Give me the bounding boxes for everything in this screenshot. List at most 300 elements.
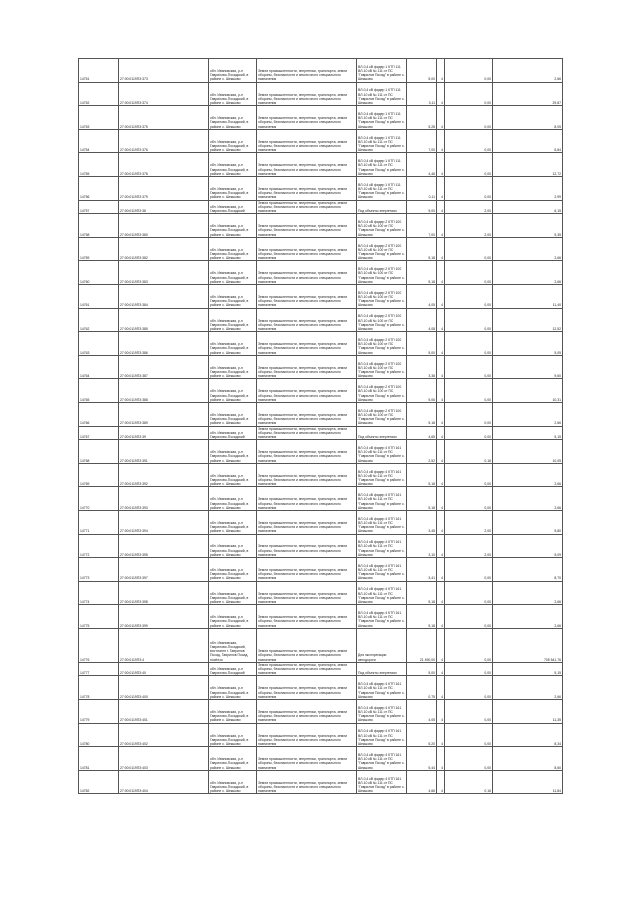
row-id-cell: 14755 [79,153,119,177]
address-cell: обл. Ивановская, р-н Гаврилово-Посадский, в районе с. Шекшово [209,106,257,130]
land-category-cell: Земли промышленности, энергетики, транспорта, земли обороны, безопасности и земли иного специального назначения [257,747,357,771]
cadastral-number-cell: 27:00:0119ПЗ:383 [119,261,209,285]
table-row [79,581,563,605]
coefficient-cell: 0,00 [445,176,493,200]
table-row [79,355,563,379]
coefficient-cell: 0,00 [445,355,493,379]
table-row [79,308,563,332]
permitted-use-cell: ВЛ-0,4 кВ фидер 2 КТП 100 ВЛ-10 кВ № 100 от ПС "Гаврилов Посад" в районе с. Шекшово [357,308,407,332]
table-row [79,59,563,83]
area-cell: 0,11 [407,176,437,200]
permitted-use-cell: Под объекты энергетики [357,662,407,676]
address-cell: обл. Ивановская, р-н Гаврилово-Посадский, в районе с. Шекшово [209,129,257,153]
unit-cell: 4 [437,510,445,534]
cadastral-number-cell: 27:00:0119ПЗ:39 [119,426,209,440]
land-category-cell: Земли промышленности, энергетики, транспорта, земли обороны, безопасности и земли иного специального назначения [257,82,357,106]
address-cell: обл. Ивановская, р-н Гаврилово-Посадский, в районе с. Шекшово [209,402,257,426]
row-id-cell: 14781 [79,747,119,771]
coefficient-cell: 0,00 [445,82,493,106]
row-id-cell: 14761 [79,284,119,308]
land-category-cell: Земли промышленности, энергетики, транспорта, земли обороны, безопасности и земли иного специального назначения [257,463,357,487]
land-category-cell: Земли промышленности, энергетики, транспорта, земли обороны, безопасности и земли иного специального назначения [257,581,357,605]
address-cell: обл. Ивановская, р-н Гаврилово-Посадский, в районе с. Шекшово [209,332,257,356]
land-category-cell: Земли промышленности, энергетики, транспорта, земли обороны, безопасности и земли иного специального назначения [257,308,357,332]
address-cell: обл. Ивановская, р-н Гаврилово-Посадский, в районе с. Шекшово [209,605,257,629]
table-row [79,628,563,662]
table-row [79,214,563,238]
row-id-cell: 14771 [79,510,119,534]
area-cell: 3,45 [407,510,437,534]
value-cell: 12,72 [493,153,563,177]
unit-cell: 4 [437,379,445,403]
coefficient-cell: 0,00 [445,261,493,285]
area-cell: 7,00 [407,214,437,238]
coefficient-cell: 0,00 [445,581,493,605]
address-cell: обл. Ивановская, р-н Гаврилово-Посадский, в районе с. Шекшово [209,379,257,403]
address-cell: обл. Ивановская, р-н Гаврилово-Посадский, в районе с. Шекшово [209,261,257,285]
value-cell: 11,84 [493,770,563,794]
land-category-cell: Земли промышленности, энергетики, транспорта, земли обороны, безопасности и земли иного специального назначения [257,676,357,700]
coefficient-cell: 0,16 [445,770,493,794]
row-id-cell: 14752 [79,82,119,106]
area-cell: 3,11 [407,82,437,106]
permitted-use-cell: ВЛ-0,4 кВ фидер 4 КТП 161 ВЛ-10 кВ № 111 от ПС "Гаврилов Посад" в районе с. Шекшово [357,770,407,794]
value-cell: 11,40 [493,284,563,308]
cadastral-number-cell: 27:00:0119ПЗ:400 [119,676,209,700]
coefficient-cell: 0,00 [445,106,493,130]
address-cell: обл. Ивановская, р-н Гаврилово-Посадский, в районе с. Шекшово [209,153,257,177]
permitted-use-cell: ВЛ-0,4 кВ фидер 4 КТП 161 ВЛ-10 кВ № 111 от ПС "Гаврилов Посад" в районе с. Шекшово [357,440,407,464]
land-category-cell: Земли промышленности, энергетики, транспорта, земли обороны, безопасности и земли иного специального назначения [257,510,357,534]
unit-cell: 4 [437,308,445,332]
value-cell: 8,70 [493,558,563,582]
permitted-use-cell: ВЛ-0,4 кВ фидер 1 КТП 111 ВЛ-10 кВ № 111 от ПС "Гаврилов Посад" в районе с. Шекшово [357,129,407,153]
land-category-cell: Земли промышленности, энергетики, транспорта, земли обороны, безопасности и земли иного специального назначения [257,487,357,511]
coefficient-cell: 0,00 [445,558,493,582]
address-cell: обл. Ивановская, р-н Гаврилово-Посадский, в районе с. Шекшово [209,463,257,487]
cadastral-number-cell: 27:00:0119ПЗ:398 [119,581,209,605]
row-id-cell: 14751 [79,59,119,83]
value-cell: 5,15 [493,426,563,440]
cadastral-number-cell: 27:00:0119ПЗ:389 [119,402,209,426]
row-id-cell: 14779 [79,700,119,724]
coefficient-cell: 0,00 [445,129,493,153]
land-category-cell: Земли промышленности, энергетики, транспорта, земли обороны, безопасности и земли иного специального назначения [257,284,357,308]
address-cell: обл. Ивановская, р-н Гаврилово-Посадский, в районе с. Шекшово [209,747,257,771]
address-cell: обл. Ивановская, р-н Гаврилово-Посадский, в районе с. Шекшово [209,770,257,794]
permitted-use-cell: ВЛ-0,4 кВ фидер 1 КТП 111 ВЛ-10 кВ № 111 от ПС "Гаврилов Посад" в районе с. Шекшово [357,153,407,177]
coefficient-cell: 2,00 [445,510,493,534]
row-id-cell: 14774 [79,581,119,605]
value-cell: 2,66 [493,237,563,261]
coefficient-cell: 0,00 [445,332,493,356]
cadastral-number-cell: 27:00:0119ПЗ:384 [119,284,209,308]
address-cell: обл. Ивановская, р-н Гаврилово-Посадский, в районе с. Шекшово [209,214,257,238]
cadastral-number-cell: 27:00:0119ПЗ:4 [119,628,209,662]
value-cell: 29,87 [493,82,563,106]
permitted-use-cell: ВЛ-0,4 кВ фидер 4 КТП 161 ВЛ-10 кВ № 111 от ПС "Гаврилов Посад" в районе с. Шекшово [357,723,407,747]
row-id-cell: 14759 [79,237,119,261]
permitted-use-cell: Под объекты энергетики [357,200,407,214]
value-cell: 2,66 [493,402,563,426]
table-row [79,605,563,629]
value-cell: 11,35 [493,700,563,724]
permitted-use-cell: ВЛ-0,4 кВ фидер 4 КТП 161 ВЛ-10 кВ № 111 от ПС "Гаврилов Посад" в районе с. Шекшово [357,747,407,771]
value-cell: 6,15 [493,200,563,214]
unit-cell: 4 [437,237,445,261]
unit-cell: 4 [437,426,445,440]
permitted-use-cell: ВЛ-0,4 кВ фидер 2 КТП 100 ВЛ-10 кВ № 100 от ПС "Гаврилов Посад" в районе с. Шекшово [357,355,407,379]
area-cell: 5,18 [407,402,437,426]
unit-cell: 4 [437,770,445,794]
cadastral-number-cell: 27:00:0119ПЗ:380 [119,214,209,238]
cadastral-number-cell: 27:00:0119ПЗ:393 [119,487,209,511]
table-row [79,440,563,464]
area-cell: 5,18 [407,237,437,261]
table-row [79,237,563,261]
value-cell: 5,35 [493,214,563,238]
address-cell: обл. Ивановская, р-н Гаврилово-Посадский, в районе с. Шекшово [209,237,257,261]
permitted-use-cell: ВЛ-0,4 кВ фидер 2 КТП 100 ВЛ-10 кВ № 100 от ПС "Гаврилов Посад" в районе с. Шекшово [357,402,407,426]
value-cell: 5,80 [493,510,563,534]
value-cell: 2,66 [493,676,563,700]
coefficient-cell: 0,00 [445,308,493,332]
table-row [79,747,563,771]
area-cell: 5,18 [407,581,437,605]
cadastral-number-cell: 27:00:0119ПЗ:387 [119,355,209,379]
value-cell: 5,05 [493,332,563,356]
land-category-cell: Земли промышленности, энергетики, транспорта, земли обороны, безопасности и земли иного специального назначения [257,723,357,747]
land-category-cell: Земли промышленности, энергетики, транспорта, земли обороны, безопасности и земли иного специального назначения [257,153,357,177]
table-row [79,510,563,534]
unit-cell: 4 [437,176,445,200]
permitted-use-cell: ВЛ-0,4 кВ фидер 4 КТП 161 ВЛ-10 кВ № 111 от ПС "Гаврилов Посад" в районе с. Шекшово [357,700,407,724]
area-cell: 21 490,00 [407,628,437,662]
address-cell: обл. Ивановская, р-н Гаврилово-Посадский, в районе с. Шекшово [209,59,257,83]
area-cell: 3,38 [407,355,437,379]
land-category-cell: Земли промышленности, энергетики, транспорта, земли обороны, безопасности и земли иного специального назначения [257,534,357,558]
row-id-cell: 14767 [79,426,119,440]
area-cell: 5,00 [407,662,437,676]
cadastral-number-cell: 27:00:0119ПЗ:394 [119,510,209,534]
area-cell: 4,66 [407,770,437,794]
table-row [79,700,563,724]
value-cell: 2,66 [493,463,563,487]
row-id-cell: 14770 [79,487,119,511]
area-cell: 5,00 [407,59,437,83]
unit-cell: 4 [437,581,445,605]
row-id-cell: 14775 [79,605,119,629]
row-id-cell: 14782 [79,770,119,794]
cadastral-number-cell: 27:00:0119ПЗ:378 [119,153,209,177]
coefficient-cell: 0,00 [445,700,493,724]
address-cell: обл. Ивановская, р-н Гаврилово-Посадский, в районе с. Шекшово [209,284,257,308]
area-cell: 4,08 [407,308,437,332]
unit-cell: 4 [437,82,445,106]
table-row [79,82,563,106]
table-row [79,176,563,200]
cadastral-number-cell: 27:00:0119ПЗ:402 [119,723,209,747]
coefficient-cell: 0,00 [445,59,493,83]
area-cell: 4,05 [407,284,437,308]
unit-cell: 4 [437,534,445,558]
unit-cell: 4 [437,129,445,153]
unit-cell: 4 [437,332,445,356]
permitted-use-cell: ВЛ-0,4 кВ фидер 4 КТП 161 ВЛ-10 кВ № 111 от ПС "Гаврилов Посад" в районе с. Шекшово [357,510,407,534]
land-category-cell: Земли промышленности, энергетики, транспорта, земли обороны, безопасности и земли иного специального назначения [257,426,357,440]
land-category-cell: Земли промышленности, энергетики, транспорта, земли обороны, безопасности и земли иного специального назначения [257,129,357,153]
table-row [79,487,563,511]
land-category-cell: Земли промышленности, энергетики, транспорта, земли обороны, безопасности и земли иного специального назначения [257,106,357,130]
address-cell: обл. Ивановская, р-н Гаврилово-Посадский, в районе с. Шекшово [209,676,257,700]
unit-cell: 4 [437,440,445,464]
coefficient-cell: 0,00 [445,662,493,676]
area-cell: 3,41 [407,558,437,582]
cadastral-number-cell: 27:00:0119ПЗ:401 [119,700,209,724]
land-category-cell: Земли промышленности, энергетики, транспорта, земли обороны, безопасности и земли иного специального назначения [257,558,357,582]
address-cell: обл. Ивановская, р-н Гаврилово-Посадский, в районе с. Шекшово [209,308,257,332]
unit-cell: 4 [437,723,445,747]
unit-cell: 4 [437,676,445,700]
land-category-cell: Земли промышленности, энергетики, транспорта, земли обороны, безопасности и земли иного специального назначения [257,379,357,403]
land-category-cell: Земли промышленности, энергетики, транспорта, земли обороны, безопасности и земли иного специального назначения [257,402,357,426]
cadastral-number-cell: 27:00:0119ПЗ:399 [119,605,209,629]
table-row [79,284,563,308]
cadastral-number-cell: 27:00:0119ПЗ:40 [119,662,209,676]
row-id-cell: 14757 [79,200,119,214]
address-cell: обл. Ивановская, р-н Гаврилово-Посадский, в районе с. Шекшово [209,355,257,379]
table-row [79,534,563,558]
table-row [79,426,563,440]
area-cell: 5,28 [407,106,437,130]
unit-cell: 4 [437,700,445,724]
coefficient-cell: 0,00 [445,237,493,261]
cadastral-number-cell: 27:00:0119ПЗ:385 [119,308,209,332]
value-cell: 2,66 [493,487,563,511]
cadastral-number-cell: 27:00:0119ПЗ:403 [119,747,209,771]
permitted-use-cell: Под объекты энергетики [357,426,407,440]
permitted-use-cell: ВЛ-0,4 кВ фидер 4 КТП 161 ВЛ-10 кВ № 111 от ПС "Гаврилов Посад" в районе с. Шекшово [357,581,407,605]
cadastral-number-cell: 27:00:0119ПЗ:391 [119,440,209,464]
land-category-cell: Земли промышленности, энергетики, транспорта, земли обороны, безопасности и земли иного специального назначения [257,176,357,200]
address-cell: обл. Ивановская, р-н Гаврилово-Посадский, в районе с. Шекшово [209,534,257,558]
address-cell: обл. Ивановская, р-н Гаврилово-Посадский, в районе с. Шекшово [209,700,257,724]
land-category-cell: Земли промышленности, энергетики, транспорта, земли обороны, безопасности и земли иного специального назначения [257,628,357,662]
value-cell: 2,66 [493,581,563,605]
permitted-use-cell: ВЛ-0,4 кВ фидер 2 КТП 100 ВЛ-10 кВ № 100 от ПС "Гаврилов Посад" в районе с. Шекшово [357,237,407,261]
value-cell: 2,66 [493,605,563,629]
cadastral-number-cell: 27:00:0119ПЗ:374 [119,82,209,106]
value-cell: 10,31 [493,379,563,403]
unit-cell: 4 [437,605,445,629]
area-cell: 5,20 [407,723,437,747]
unit-cell: 4 [437,200,445,214]
area-cell: 2,52 [407,440,437,464]
land-category-cell: Земли промышленности, энергетики, транспорта, земли обороны, безопасности и земли иного специального назначения [257,200,357,214]
area-cell: 5,44 [407,747,437,771]
address-cell: обл. Ивановская, Гаврилово-Посадский, восточнее г. Гаврилов Посад, Гаврилов Посад, посёлок [209,628,257,662]
table-row [79,129,563,153]
land-category-cell: Земли промышленности, энергетики, транспорта, земли обороны, безопасности и земли иного специального назначения [257,214,357,238]
row-id-cell: 14762 [79,308,119,332]
cadastral-number-cell: 27:00:0119ПЗ:373 [119,59,209,83]
land-category-cell: Земли промышленности, энергетики, транспорта, земли обороны, безопасности и земли иного специального назначения [257,605,357,629]
row-id-cell: 14754 [79,129,119,153]
value-cell: 12,52 [493,308,563,332]
unit-cell: 4 [437,59,445,83]
unit-cell: 4 [437,355,445,379]
row-id-cell: 14772 [79,534,119,558]
table-row [79,379,563,403]
unit-cell: 4 [437,284,445,308]
coefficient-cell: 0,00 [445,402,493,426]
row-id-cell: 14766 [79,402,119,426]
row-id-cell: 14764 [79,355,119,379]
permitted-use-cell: ВЛ-0,4 кВ фидер 2 КТП 100 ВЛ-10 кВ № 100 от ПС "Гаврилов Посад" в районе с. Шекшово [357,284,407,308]
address-cell: обл. Ивановская, р-н Гаврилово-Посадский [209,662,257,676]
address-cell: обл. Ивановская, р-н Гаврилово-Посадский, в районе с. Шекшово [209,723,257,747]
land-category-cell: Земли промышленности, энергетики, транспорта, земли обороны, безопасности и земли иного специального назначения [257,261,357,285]
coefficient-cell: 2,00 [445,200,493,214]
permitted-use-cell: ВЛ-0,4 кВ фидер 4 КТП 161 ВЛ-10 кВ № 111 от ПС "Гаврилов Посад" в районе с. Шекшово [357,487,407,511]
cadastral-number-cell: 27:00:0119ПЗ:397 [119,558,209,582]
address-cell: обл. Ивановская, р-н Гаврилово-Посадский [209,426,257,440]
land-category-cell: Земли промышленности, энергетики, транспорта, земли обороны, безопасности и земли иного специального назначения [257,662,357,676]
unit-cell: 4 [437,214,445,238]
row-id-cell: 14778 [79,676,119,700]
unit-cell: 4 [437,106,445,130]
table-row [79,723,563,747]
cadastral-number-cell: 27:00:0119ПЗ:38 [119,200,209,214]
unit-cell: 4 [437,261,445,285]
coefficient-cell: 0,00 [445,284,493,308]
permitted-use-cell: ВЛ-0,4 кВ фидер 4 КТП 161 ВЛ-10 кВ № 111 от ПС "Гаврилов Посад" в районе с. Шекшово [357,558,407,582]
coefficient-cell: 0,00 [445,379,493,403]
address-cell: обл. Ивановская, р-н Гаврилово-Посадский, в районе с. Шекшово [209,487,257,511]
table-body [79,59,563,794]
row-id-cell: 14765 [79,379,119,403]
unit-cell: 4 [437,487,445,511]
unit-cell: 4 [437,662,445,676]
land-category-cell: Земли промышленности, энергетики, транспорта, земли обороны, безопасности и земли иного специального назначения [257,332,357,356]
coefficient-cell: 0,00 [445,605,493,629]
value-cell: 6,84 [493,129,563,153]
value-cell: 5,09 [493,534,563,558]
row-id-cell: 14758 [79,214,119,238]
cadastral-number-cell: 27:00:0119ПЗ:386 [119,332,209,356]
table-row [79,402,563,426]
permitted-use-cell: ВЛ-0,4 кВ фидер 4 КТП 161 ВЛ-10 кВ № 111 от ПС "Гаврилов Посад" в районе с. Шекшово [357,463,407,487]
row-id-cell: 14769 [79,463,119,487]
coefficient-cell: 0,00 [445,676,493,700]
address-cell: обл. Ивановская, р-н Гаврилово-Посадский, в районе с. Шекшово [209,510,257,534]
value-cell: 5,15 [493,662,563,676]
area-cell: 5,06 [407,379,437,403]
table-row [79,770,563,794]
land-plots-table [78,58,563,794]
coefficient-cell: 0,00 [445,426,493,440]
cadastral-number-cell: 27:00:0119ПЗ:379 [119,176,209,200]
unit-cell: 4 [437,402,445,426]
table-row [79,153,563,177]
row-id-cell: 14760 [79,261,119,285]
permitted-use-cell: ВЛ-0,4 кВ фидер 1 КТП 111 ВЛ-10 кВ № 111 от ПС "Гаврилов Посад" в районе с. Шекшово [357,59,407,83]
land-category-cell: Земли промышленности, энергетики, транспорта, земли обороны, безопасности и земли иного специального назначения [257,770,357,794]
spreadsheet-page [78,58,562,794]
permitted-use-cell: ВЛ-0,4 кВ фидер 4 КТП 161 ВЛ-10 кВ № 111 от ПС "Гаврилов Посад" в районе с. Шекшово [357,534,407,558]
coefficient-cell: 0,00 [445,153,493,177]
cadastral-number-cell: 27:00:0119ПЗ:395 [119,534,209,558]
table-row [79,676,563,700]
address-cell: обл. Ивановская, р-н Гаврилово-Посадский, в районе с. Шекшово [209,581,257,605]
land-category-cell: Земли промышленности, энергетики, транспорта, земли обороны, безопасности и земли иного специального назначения [257,700,357,724]
coefficient-cell: 2,00 [445,214,493,238]
unit-cell: 4 [437,628,445,662]
area-cell: 4,05 [407,700,437,724]
cadastral-number-cell: 27:00:0119ПЗ:404 [119,770,209,794]
value-cell: 8,60 [493,747,563,771]
table-row [79,261,563,285]
value-cell: 10,05 [493,440,563,464]
coefficient-cell: 0,00 [445,747,493,771]
table-row [79,558,563,582]
row-id-cell: 14763 [79,332,119,356]
row-id-cell: 14756 [79,176,119,200]
row-id-cell: 14776 [79,628,119,662]
row-id-cell: 14773 [79,558,119,582]
area-cell: 3,10 [407,534,437,558]
permitted-use-cell: ВЛ-0,4 кВ фидер 4 КТП 161 ВЛ-10 кВ № 111 от ПС "Гаврилов Посад" в районе с. Шекшово [357,676,407,700]
value-cell: 705 541,76 [493,628,563,662]
table-row [79,200,563,214]
coefficient-cell: 0,00 [445,628,493,662]
area-cell: 4,65 [407,426,437,440]
permitted-use-cell: ВЛ-0,4 кВ фидер 1 КТП 111 ВЛ-10 кВ № 111 от ПС "Гаврилов Посад" в районе с. Шекшово [357,176,407,200]
row-id-cell: 14768 [79,440,119,464]
value-cell: 9,60 [493,355,563,379]
coefficient-cell: 0,00 [445,487,493,511]
cadastral-number-cell: 27:00:0119ПЗ:376 [119,129,209,153]
coefficient-cell: 0,00 [445,723,493,747]
land-category-cell: Земли промышленности, энергетики, транспорта, земли обороны, безопасности и земли иного специального назначения [257,440,357,464]
row-id-cell: 14780 [79,723,119,747]
coefficient-cell: 2,00 [445,534,493,558]
unit-cell: 4 [437,153,445,177]
permitted-use-cell: ВЛ-0,4 кВ фидер 1 КТП 111 ВЛ-10 кВ № 111 от ПС "Гаврилов Посад" в районе с. Шекшово [357,82,407,106]
table-row [79,106,563,130]
area-cell: 5,18 [407,261,437,285]
area-cell: 5,18 [407,487,437,511]
area-cell: 4,46 [407,153,437,177]
value-cell: 2,66 [493,59,563,83]
permitted-use-cell: ВЛ-0,4 кВ фидер 2 КТП 100 ВЛ-10 кВ № 100 от ПС "Гаврилов Посад" в районе с. Шекшово [357,214,407,238]
row-id-cell: 14777 [79,662,119,676]
value-cell: 8,05 [493,106,563,130]
permitted-use-cell: ВЛ-0,4 кВ фидер 2 КТП 100 ВЛ-10 кВ № 100 от ПС "Гаврилов Посад" в районе с. Шекшово [357,379,407,403]
cadastral-number-cell: 27:00:0119ПЗ:388 [119,379,209,403]
table-row [79,332,563,356]
area-cell: 5,00 [407,200,437,214]
unit-cell: 4 [437,747,445,771]
area-cell: 5,18 [407,463,437,487]
area-cell: 5,00 [407,332,437,356]
area-cell: 7,00 [407,129,437,153]
permitted-use-cell: ВЛ-0,4 кВ фидер 2 КТП 100 ВЛ-10 кВ № 100 от ПС "Гаврилов Посад" в районе с. Шекшово [357,332,407,356]
value-cell: 8,34 [493,723,563,747]
permitted-use-cell: Для эксплуатации автодороги [357,628,407,662]
permitted-use-cell: ВЛ-0,4 кВ фидер 4 КТП 161 ВЛ-10 кВ № 111 от ПС "Гаврилов Посад" в районе с. Шекшово [357,605,407,629]
address-cell: обл. Ивановская, р-н Гаврилово-Посадский, в районе с. Шекшово [209,176,257,200]
